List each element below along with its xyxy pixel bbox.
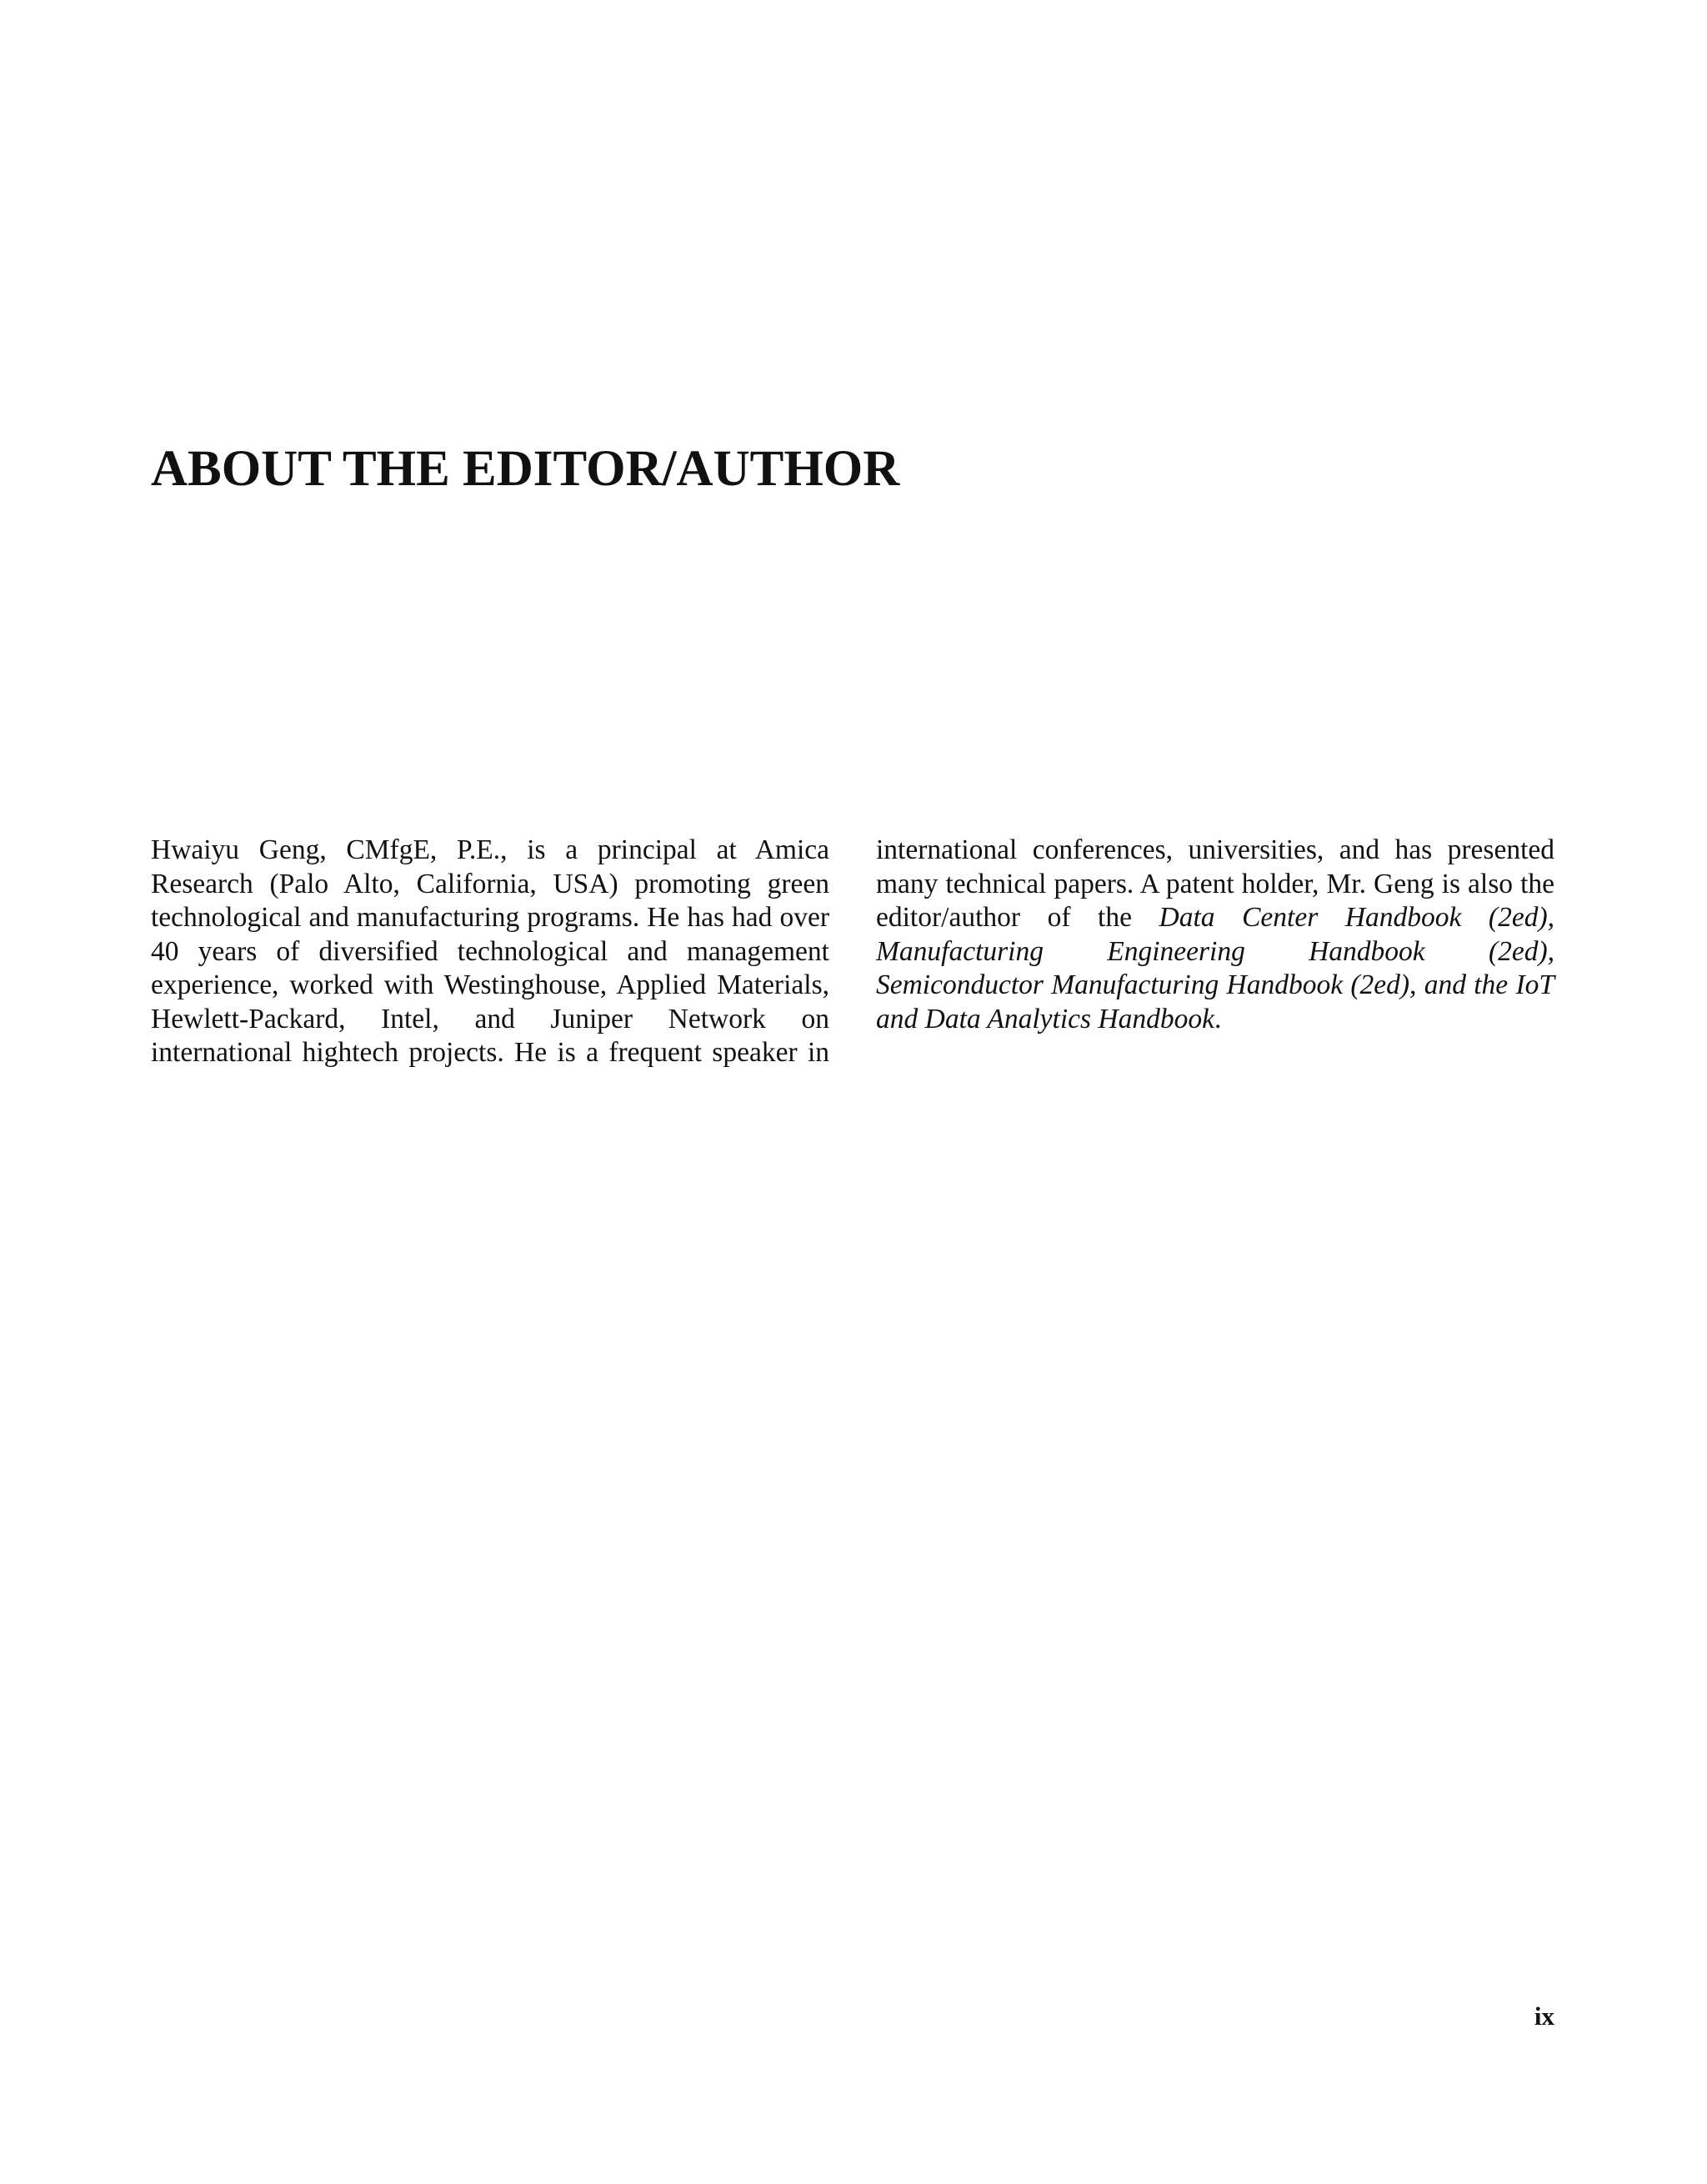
- bio-paragraph: [151, 834, 1554, 1070]
- bio-text-end: .: [1214, 1003, 1222, 1034]
- book-titles: Data Center Handbook (2ed), Manufacturing Engineering Handbook (2ed), Semiconductor Manufacturing Handbook (2ed), and the IoT and Data Analytics Handbook: [876, 902, 1554, 1034]
- page-number: ix: [1534, 2001, 1554, 2031]
- page-title: ABOUT THE EDITOR/AUTHOR: [151, 441, 900, 497]
- author-bio: [151, 834, 1554, 1070]
- bio-text: Hwaiyu Geng, CMfgE, P.E., is a principal at Amica Research (Palo Alto, California, USA) promoting green technological and manufacturing programs. He has had over 40 years of diversified technological and management experience, worked with Westinghouse, Applied Materials, Hewlett-Packard, Intel, and Juniper Network on international hightech projects. He is a frequent speaker in international conferences, universities, and has presented many technical papers. A patent holder, Mr. Geng is also the editor/author of the: [151, 834, 1554, 1068]
